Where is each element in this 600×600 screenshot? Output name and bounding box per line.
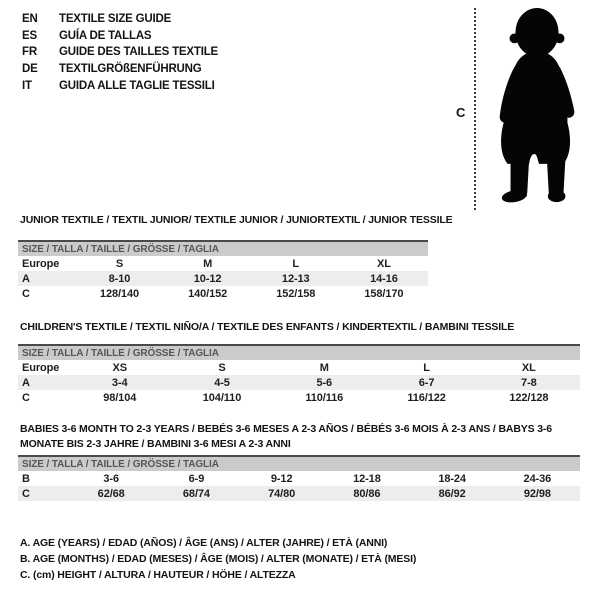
value-cell: 158/170 (364, 287, 404, 300)
value-cell: 18-24 (438, 472, 466, 485)
legend-line-c: C. (cm) HEIGHT / ALTURA / HAUTEUR / HÖHE / ALTEZZA (20, 569, 296, 582)
language-label: TEXTILGRÖßENFÜHRUNG (59, 63, 202, 76)
table-row (18, 256, 428, 271)
language-code: DE (22, 63, 38, 76)
row-label-cell: A (22, 376, 30, 389)
value-cell: 122/128 (509, 391, 549, 404)
value-cell: XL (521, 361, 536, 374)
size-header-cell: SIZE / TALLA / TAILLE / GRÖSSE / TAGLIA (18, 345, 580, 360)
value-cell: 6-9 (188, 472, 205, 485)
value-cell: L (292, 257, 300, 270)
value-cell: 3-6 (103, 472, 119, 485)
table-row (18, 390, 580, 405)
legend-line-a: A. AGE (YEARS) / EDAD (AÑOS) / ÂGE (ANS) / ALTER (JAHRE) / ETÀ (ANNI) (20, 537, 388, 549)
value-cell: 152/158 (276, 287, 316, 300)
value-cell: 62/68 (97, 487, 125, 500)
table-title-babies: BABIES 3-6 MONTH TO 2-3 YEARS / BEBÉS 3-6 MESES A 2-3 AÑOS / BÉBÉS 3-6 MOIS À 2-3 ANS / BABYS 3-6 MONATE BIS 2-3 JAHRE / BAMBINI 3-6 MESI A 2-3 ANNI (20, 423, 552, 450)
baby-silhouette-icon (494, 6, 582, 207)
value-cell: 74/80 (268, 487, 296, 500)
value-cell: 3-4 (111, 376, 128, 389)
value-cell: 8-10 (108, 272, 131, 285)
height-measure-line (474, 8, 476, 210)
row-label-cell: A (22, 272, 30, 285)
value-cell: 7-8 (521, 376, 537, 389)
value-cell: XS (112, 361, 127, 374)
value-cell: 4-5 (214, 376, 230, 389)
language-row (22, 44, 218, 61)
language-list (22, 11, 218, 94)
value-cell: XL (376, 257, 391, 270)
size-table (18, 344, 580, 405)
value-cell: 12-13 (281, 272, 310, 285)
value-cell: 140/152 (188, 287, 228, 300)
table-title-children: CHILDREN'S TEXTILE / TEXTIL NIÑO/A / TEXTILE DES ENFANTS / KINDERTEXTIL / BAMBINI TESSILE (20, 321, 515, 333)
table-row (18, 486, 580, 501)
table-row (18, 271, 428, 286)
language-row (22, 77, 218, 94)
language-row (22, 28, 218, 45)
size-table (18, 240, 428, 301)
value-cell: L (423, 361, 430, 374)
value-cell: 110/116 (305, 391, 344, 404)
value-cell: 6-7 (418, 376, 435, 389)
value-cell: 68/74 (182, 487, 210, 500)
value-cell: 116/122 (407, 391, 446, 404)
language-label: GUIDA ALLE TAGLIE TESSILI (59, 79, 215, 92)
value-cell: 9-12 (270, 472, 293, 485)
value-cell: S (218, 361, 226, 374)
value-cell: 128/140 (99, 287, 139, 300)
table-row (18, 360, 580, 375)
language-code: EN (22, 13, 38, 26)
row-label-cell: C (22, 287, 30, 300)
value-cell: 92/98 (523, 487, 551, 500)
language-row (22, 61, 218, 78)
language-label: GUIDE DES TAILLES TEXTILE (59, 46, 218, 59)
size-table-junior (18, 240, 428, 301)
size-table-babies (18, 455, 580, 501)
value-cell: 12-18 (353, 472, 381, 485)
language-label: GUÍA DE TALLAS (59, 29, 152, 42)
value-cell: 98/104 (103, 391, 137, 404)
value-cell: 24-36 (523, 472, 552, 485)
table-title-junior: JUNIOR TEXTILE / TEXTIL JUNIOR/ TEXTILE JUNIOR / JUNIORTEXTIL / JUNIOR TESSILE (20, 214, 453, 226)
value-cell: 14-16 (370, 272, 398, 285)
value-cell: 10-12 (193, 272, 222, 285)
value-cell: 104/110 (202, 391, 242, 404)
language-code: IT (22, 79, 32, 92)
value-cell: M (319, 361, 329, 374)
value-cell: M (203, 257, 213, 270)
language-code: ES (22, 29, 37, 42)
row-label-cell: C (22, 487, 30, 500)
size-header-row (18, 456, 580, 471)
row-label-cell: C (22, 391, 30, 404)
legend-line-b: B. AGE (MONTHS) / EDAD (MESES) / ÂGE (MOIS) / ALTER (MONATE) / ETÀ (MESI) (20, 553, 417, 566)
value-cell: 80/86 (353, 487, 381, 500)
value-cell: 5-6 (316, 376, 333, 389)
legend (20, 535, 416, 584)
size-header-cell: SIZE / TALLA / TAILLE / GRÖSSE / TAGLIA (18, 456, 580, 471)
table-row (18, 375, 580, 390)
size-table (18, 455, 580, 501)
height-measure-label: C (456, 105, 466, 120)
table-row (18, 286, 428, 301)
table-row (18, 471, 580, 486)
row-label-cell: Europe (22, 361, 60, 374)
size-header-cell: SIZE / TALLA / TAILLE / GRÖSSE / TAGLIA (18, 241, 428, 256)
value-cell: 86/92 (438, 487, 466, 500)
size-header-row (18, 241, 428, 256)
size-header-row (18, 345, 580, 360)
value-cell: S (115, 257, 124, 270)
row-label-cell: B (22, 472, 30, 485)
language-code: FR (22, 46, 37, 59)
size-table-children (18, 344, 580, 405)
language-label: TEXTILE SIZE GUIDE (59, 13, 172, 26)
language-row (22, 11, 218, 28)
row-label-cell: Europe (22, 257, 60, 270)
